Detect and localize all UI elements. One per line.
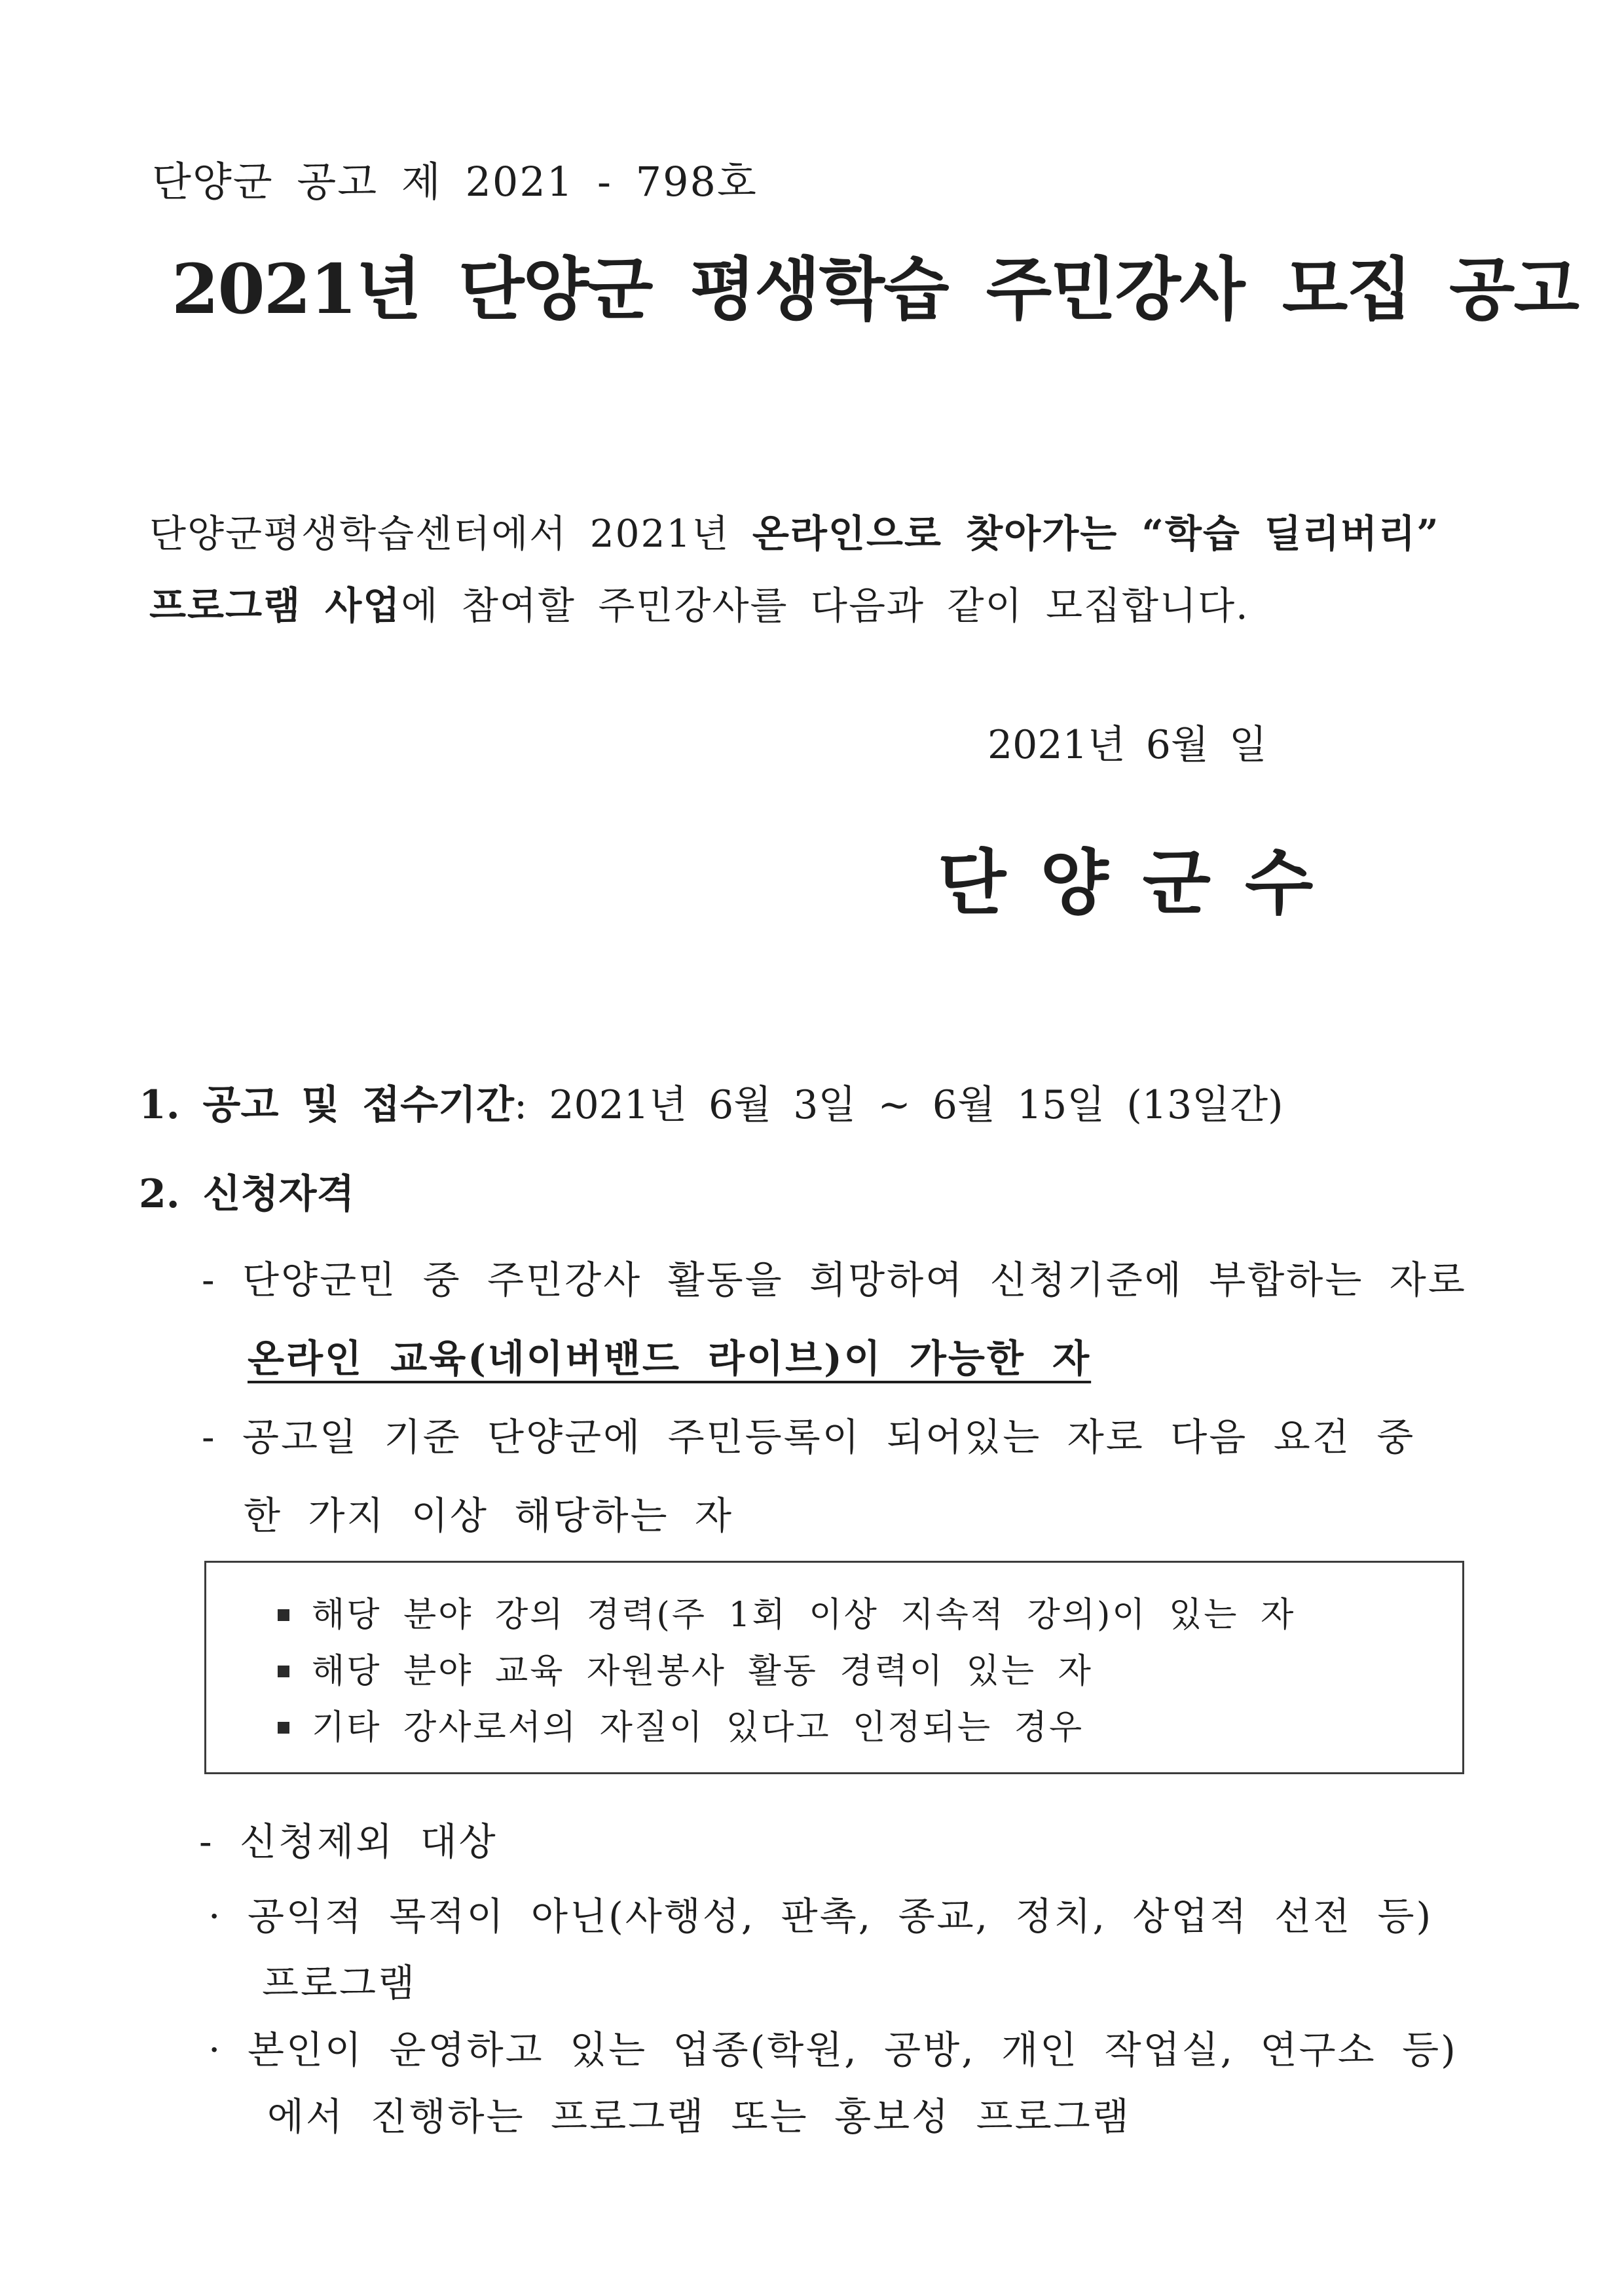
square-bullet-icon [278, 1722, 289, 1734]
notice-date: 2021년 6월 일 [987, 722, 1267, 768]
intro-line-2-text: 에 참여할 주민강사를 다음과 같이 모집합니다. [401, 583, 1249, 628]
eligibility-item-1-line-2: 온라인 교육(네이버밴드 라이브)이 가능한 자 [248, 1336, 1092, 1381]
eligibility-item-1-line-1: - 단양군민 중 주민강사 활동을 희망하여 신청기준에 부합하는 자로 [202, 1258, 1467, 1302]
dot-bullet-icon: · [208, 2028, 223, 2072]
requirement-text: 기타 강사로서의 자질이 있다고 인정되는 경우 [312, 1708, 1084, 1747]
signer-name: 단양군수 [938, 842, 1348, 924]
intro-line-2-emphasis: 프로그램 사업 [149, 583, 401, 628]
requirement-text: 해당 분야 교육 자원봉사 활동 경력이 있는 자 [312, 1652, 1093, 1691]
exclusion-item-2-line-2: 에서 진행하는 프로그램 또는 홍보성 프로그램 [267, 2094, 1131, 2139]
section-2-heading-text: 2. 신청자격 [139, 1171, 355, 1217]
intro-line-1-emphasis: 온라인으로 찾아가는 “학습 딜리버리” [752, 511, 1440, 556]
section-2-heading [139, 1163, 354, 1219]
square-bullet-icon [278, 1609, 289, 1621]
dot-bullet-icon: · [208, 1894, 223, 1939]
intro-line-1-text: 단양군평생학습센터에서 2021년 [149, 511, 752, 556]
requirement-text: 해당 분야 강의 경력(주 1회 이상 지속적 강의)이 있는 자 [312, 1595, 1296, 1635]
exclusion-item-1-line-1 [208, 1886, 1433, 1941]
intro-line-1 [149, 503, 1440, 558]
notice-number: 단양군 공고 제 2021 - 798호 [152, 158, 758, 206]
exclusion-text: 본인이 운영하고 있는 업종(학원, 공방, 개인 작업실, 연구소 등) [248, 2028, 1458, 2072]
requirement-item [278, 1700, 1084, 1749]
exclusion-heading: - 신청제외 대상 [199, 1819, 498, 1864]
section-1-period [139, 1074, 1283, 1130]
square-bullet-icon [278, 1666, 289, 1677]
exclusion-item-1-line-2: 프로그램 [262, 1961, 417, 2005]
section-1-heading: 1. 공고 및 접수기간 [139, 1082, 515, 1128]
section-1-value: : 2021년 6월 3일 ~ 6월 15일 (13일간) [514, 1082, 1283, 1128]
page-title: 2021년 단양군 평생학습 주민강사 모집 공고 [172, 249, 1578, 329]
requirement-item [278, 1587, 1295, 1636]
eligibility-item-2-line-1: - 공고일 기준 단양군에 주민등록이 되어있는 자로 다음 요건 중 [202, 1415, 1416, 1459]
exclusion-item-2-line-1 [208, 2019, 1458, 2074]
intro-line-2 [149, 575, 1249, 630]
eligibility-item-2-line-2: 한 가지 이상 해당하는 자 [244, 1493, 734, 1538]
requirement-item [278, 1643, 1093, 1692]
exclusion-text: 공익적 목적이 아닌(사행성, 판촉, 종교, 정치, 상업적 선전 등) [248, 1894, 1433, 1939]
